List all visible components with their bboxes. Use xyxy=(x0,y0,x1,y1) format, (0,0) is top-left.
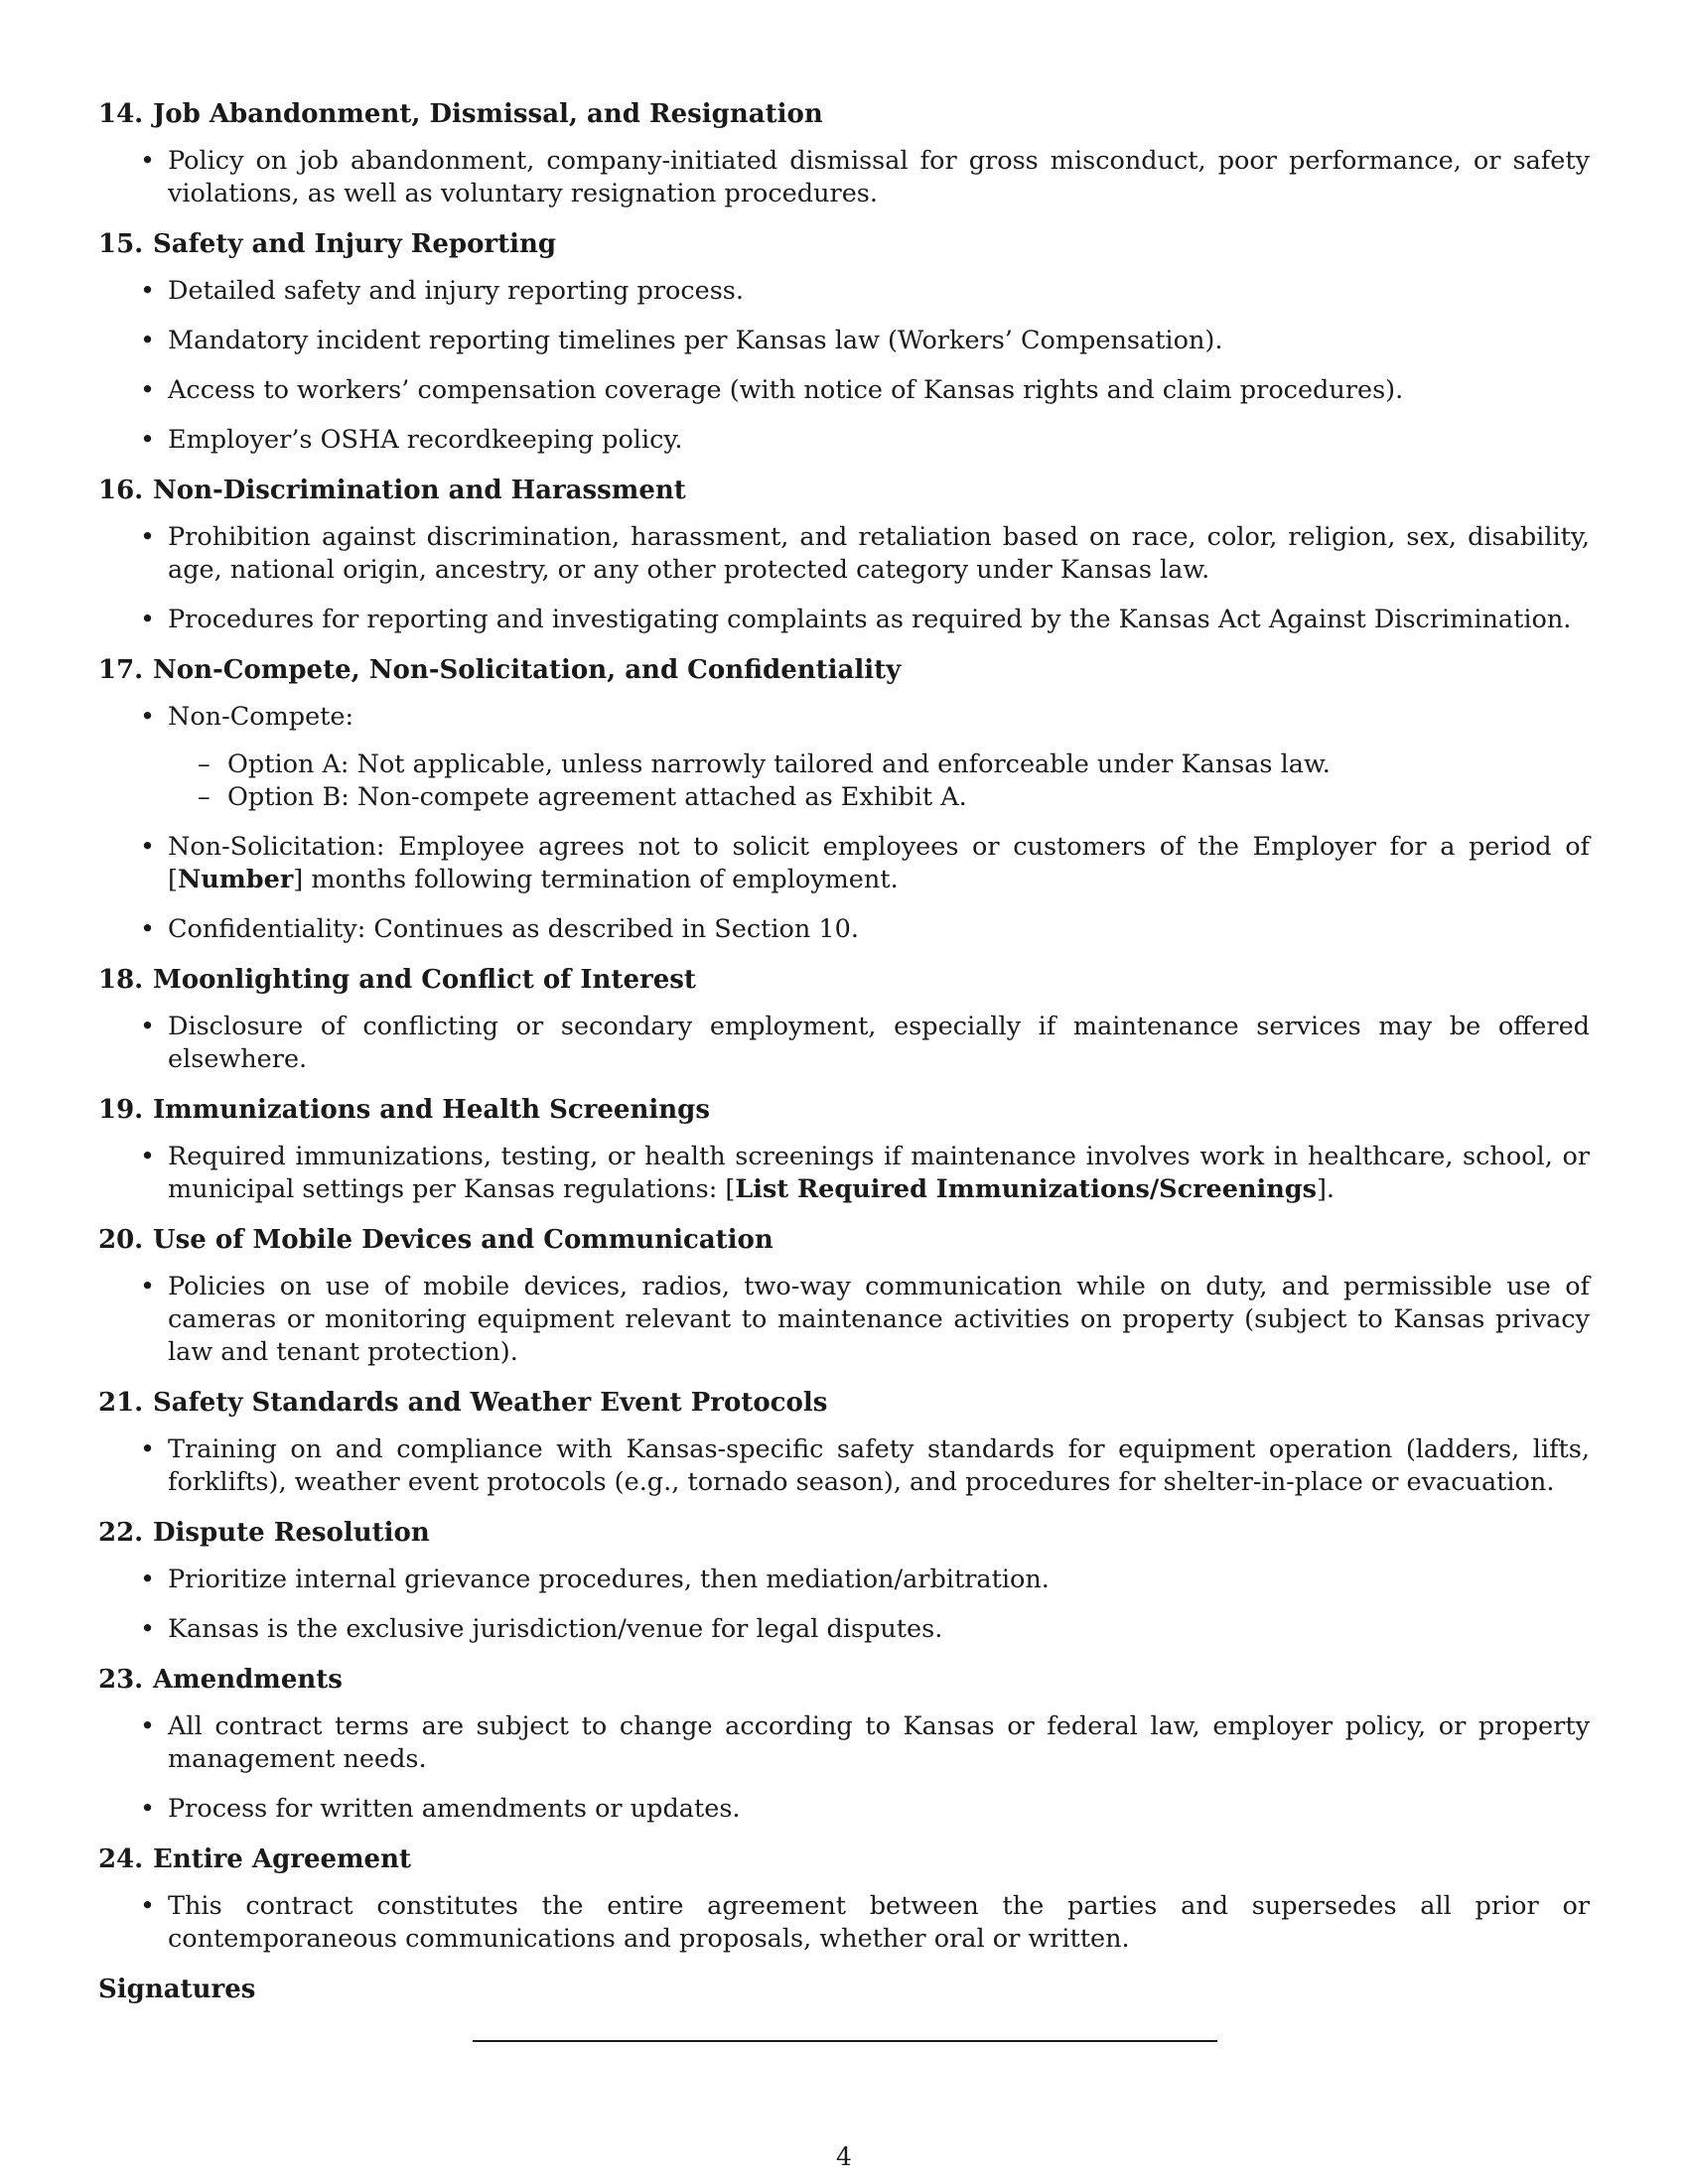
section-heading: 21. Safety Standards and Weather Event Protocols xyxy=(98,1388,828,1418)
list-item: • Disclosure of conflicting or secondary employment, especially if maintenance services may be offered elsewhere. xyxy=(168,1011,1590,1076)
list-item: • All contract terms are subject to change according to Kansas or federal law, employer policy, or property management needs. xyxy=(168,1710,1590,1776)
bullet-list xyxy=(98,1271,1590,1369)
list-item: • Kansas is the exclusive jurisdiction/venue for legal disputes. xyxy=(168,1613,1590,1646)
placeholder-field: List Required Immunizations/Screenings xyxy=(735,1174,1317,1204)
list-item xyxy=(168,701,1590,814)
section-heading: 24. Entire Agreement xyxy=(98,1844,411,1874)
list-item: • This contract constitutes the entire agreement between the parties and supersedes all prior or contemporaneous communications and proposals, whether oral or written. xyxy=(168,1890,1590,1956)
bullet-list xyxy=(98,701,1590,946)
document-body xyxy=(98,97,1590,2006)
section-16 xyxy=(98,474,1590,636)
section-21 xyxy=(98,1386,1590,1499)
bullet-list xyxy=(98,521,1590,636)
page-number: 4 xyxy=(836,2142,852,2171)
section-19 xyxy=(98,1093,1590,1206)
bullet-list xyxy=(98,275,1590,457)
option-list xyxy=(168,749,1590,814)
section-17 xyxy=(98,653,1590,946)
bullet-list xyxy=(98,1710,1590,1826)
section-heading: 19. Immunizations and Health Screenings xyxy=(98,1095,710,1125)
list-item: • Employer’s OSHA recordkeeping policy. xyxy=(168,424,1590,457)
bullet-list xyxy=(98,1011,1590,1076)
noncompete-label: Non-Compete: xyxy=(168,702,354,732)
list-item: • Detailed safety and injury reporting process. xyxy=(168,275,1590,308)
section-14 xyxy=(98,97,1590,210)
section-15 xyxy=(98,227,1590,457)
list-item: • Mandatory incident reporting timelines per Kansas law (Workers’ Compensation). xyxy=(168,325,1590,357)
section-heading: 20. Use of Mobile Devices and Communication xyxy=(98,1225,774,1255)
section-20 xyxy=(98,1223,1590,1369)
list-item: • Procedures for reporting and investigating complaints as required by the Kansas Act Against Discrimination. xyxy=(168,604,1590,636)
placeholder-field: Number xyxy=(177,865,294,894)
section-24 xyxy=(98,1843,1590,1956)
section-18 xyxy=(98,963,1590,1076)
section-heading: 17. Non-Compete, Non-Solicitation, and Confidentiality xyxy=(98,655,902,685)
section-heading: 22. Dispute Resolution xyxy=(98,1518,430,1548)
option-item: – Option A: Not applicable, unless narrowly tailored and enforceable under Kansas law. xyxy=(227,749,1590,781)
list-item: • Access to workers’ compensation coverage (with notice of Kansas rights and claim procedures). xyxy=(168,374,1590,407)
bullet-list xyxy=(98,1564,1590,1646)
list-item: • Policies on use of mobile devices, radios, two-way communication while on duty, and permissible use of cameras or monitoring equipment relevant to maintenance activities on property (subject to Kansas privacy law and tenant protection). xyxy=(168,1271,1590,1369)
section-heading: 23. Amendments xyxy=(98,1665,343,1695)
bullet-list xyxy=(98,1433,1590,1499)
list-item: • Policy on job abandonment, company-initiated dismissal for gross misconduct, poor performance, or safety violations, as well as voluntary resignation procedures. xyxy=(168,145,1590,210)
list-item: • Process for written amendments or updates. xyxy=(168,1793,1590,1826)
list-item: • Prohibition against discrimination, harassment, and retaliation based on race, color, religion, sex, disability, age, national origin, ancestry, or any other protected category under Kansas law. xyxy=(168,521,1590,587)
section-heading: 15. Safety and Injury Reporting xyxy=(98,229,557,259)
signature-line xyxy=(473,2040,1217,2042)
section-heading: 16. Non-Discrimination and Harassment xyxy=(98,476,686,505)
section-23 xyxy=(98,1663,1590,1826)
section-heading: 14. Job Abandonment, Dismissal, and Resignation xyxy=(98,99,823,129)
list-item: • Training on and compliance with Kansas-specific safety standards for equipment operation (ladders, lifts, forklifts), weather event protocols (e.g., tornado season), and procedures for shelter-in-place or evacuation. xyxy=(168,1433,1590,1499)
list-item: • Confidentiality: Continues as described in Section 10. xyxy=(168,913,1590,946)
list-item: • Required immunizations, testing, or health screenings if maintenance involves work in healthcare, school, or municipal settings per Kansas regulations: [List Required Immunizations/Screenings]. xyxy=(168,1141,1590,1206)
section-22 xyxy=(98,1516,1590,1646)
bullet-list xyxy=(98,1890,1590,1956)
list-item: • Prioritize internal grievance procedures, then mediation/arbitration. xyxy=(168,1564,1590,1596)
bullet-list xyxy=(98,145,1590,210)
section-heading: 18. Moonlighting and Conflict of Interest xyxy=(98,965,696,995)
signatures-heading: Signatures xyxy=(98,1975,256,2004)
option-item: – Option B: Non-compete agreement attached as Exhibit A. xyxy=(227,781,1590,814)
list-item: • Non-Solicitation: Employee agrees not to solicit employees or customers of the Employer for a period of [Number] months following termination of employment. xyxy=(168,831,1590,896)
bullet-list xyxy=(98,1141,1590,1206)
